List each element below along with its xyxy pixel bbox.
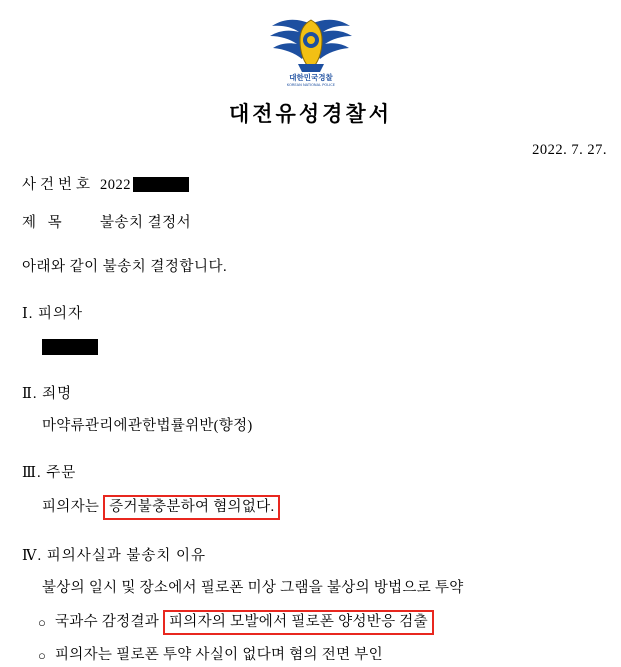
section-suspect [22,304,599,358]
subject-value: 불송치 결정서 [100,214,192,231]
section-decision-heading: Ⅲ. 주문 [22,465,77,482]
section-reason [22,546,599,666]
document-body [0,175,621,667]
section-reason-heading: Ⅳ. 피의사실과 불송치 이유 [22,548,207,565]
page-title: 대전유성경찰서 [228,102,392,126]
section-charge [22,384,599,438]
circle-bullet-icon: ○ [38,614,46,630]
case-number-value [100,175,189,197]
emblem-container [0,0,621,88]
bullet-1-prefix: 국과수 감정결과 [55,613,163,630]
svg-text:KOREAN NATIONAL POLICE: KOREAN NATIONAL POLICE [286,83,335,87]
section-suspect-heading: Ⅰ. 피의자 [22,306,83,323]
document-date: 2022. 7. 27. [532,142,607,158]
korea-national-police-emblem-icon [268,10,354,88]
case-number-redaction [133,177,189,192]
list-item [22,645,599,667]
subject-label: 제 목 [22,214,66,231]
section-reason-line1: 불상의 일시 및 장소에서 필로폰 미상 그램을 불상의 방법으로 투약 [42,579,464,596]
case-number-text: 2022 [100,177,131,193]
section-suspect-body [22,336,599,358]
bullet-1-highlight: 피의자의 모발에서 필로폰 양성반응 검출 [163,610,434,635]
list-item [22,610,599,635]
intro-sentence: 아래와 같이 불송치 결정합니다. [22,258,228,275]
circle-bullet-icon: ○ [38,648,46,664]
section-decision [22,463,599,520]
subject-row [22,213,599,235]
case-number-row [22,175,599,197]
svg-text:대한민국경찰: 대한민국경찰 [288,73,333,82]
bullet-1-text [55,610,434,635]
case-number-label: 사건번호 [22,177,95,193]
section-charge-body: 마약류관리에관한법률위반(향정) [42,417,253,434]
decision-highlight: 증거불충분하여 혐의없다. [103,495,280,520]
bullet-2-text: 피의자는 필로폰 투약 사실이 없다며 혐의 전면 부인 [55,646,383,663]
section-charge-heading: Ⅱ. 죄명 [22,385,73,402]
suspect-name-redaction [42,339,98,355]
decision-prefix: 피의자는 [42,499,104,515]
section-decision-body [22,495,599,520]
